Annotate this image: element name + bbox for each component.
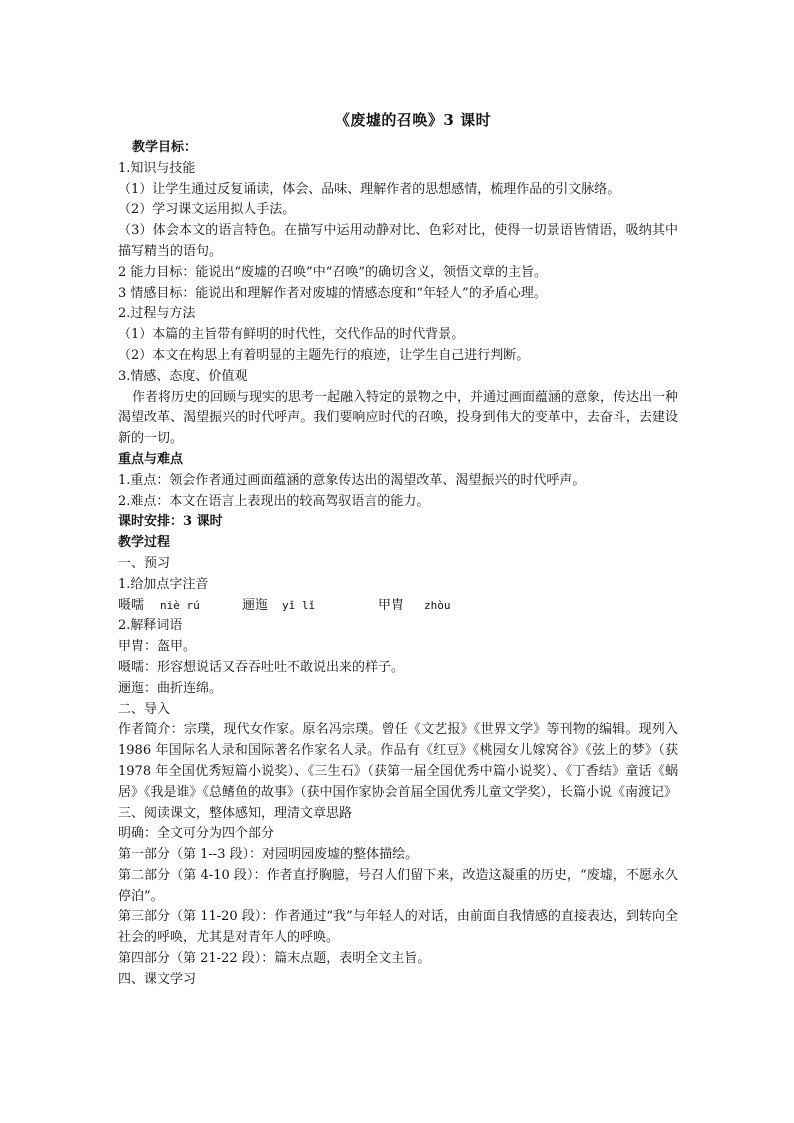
explain-item-1: 甲胄：盔甲。 <box>118 639 197 655</box>
pinyin-word-1: 嗫嚅 <box>118 597 145 613</box>
pinyin-word-2: 逦迤 <box>242 597 269 613</box>
pinyin-heading: 1.给加点字注音 <box>118 576 209 592</box>
explain-item-3: 逦迤：曲折连绵。 <box>118 680 223 696</box>
knowledge-item-1: （1）让学生通过反复诵读，体会、品味、理解作者的思想感情，梳理作品的引文脉络。 <box>118 181 621 197</box>
objectives-heading: 教学目标： <box>132 140 198 155</box>
part-4: 第四部分（第 21-22 段）：篇末点题，表明全文主旨。 <box>118 951 431 967</box>
clarify-line: 明确：全文可分为四个部分 <box>118 826 275 842</box>
knowledge-item-3: （3）体会本文的语言特色。在描写中运用动静对比、色彩对比，使得一切景语皆情语，吸纳其中描写精当的语句。 <box>118 223 678 259</box>
pinyin-reading-3: zhòu <box>424 598 451 612</box>
study-heading: 四、课文学习 <box>118 971 197 987</box>
preview-heading: 一、预习 <box>118 555 171 571</box>
reading-heading: 三、阅读课文，整体感知，理清文章思路 <box>118 805 353 821</box>
part-3: 第三部分（第 11-20 段）：作者通过“我”与年轻人的对话，由前面自我情感的直接表达，到转向全社会的呼唤，尤其是对青年人的呼唤。 <box>118 909 678 946</box>
values-heading: 3.情感、态度、价值观 <box>118 368 248 384</box>
key-point: 1.重点：领会作者通过画面蕴涵的意象传达出的渴望改革、渴望振兴的时代呼声。 <box>118 472 586 488</box>
ability-goal: 2 能力目标：能说出“废墟的召唤”中“召唤”的确切含义，领悟文章的主旨。 <box>118 264 547 280</box>
document-page <box>118 108 678 991</box>
difficulty-point: 2.难点：本文在语言上表现出的较高驾驭语言的能力。 <box>118 493 430 509</box>
knowledge-heading: 1.知识与技能 <box>118 160 196 176</box>
process-item-2: （2）本文在构思上有着明显的主题先行的痕迹，让学生自己进行判断。 <box>118 347 530 363</box>
part-1: 第一部分（第 1--3 段）：对园明园废墟的整体描绘。 <box>118 847 419 863</box>
knowledge-item-2: （2）学习课文运用拟人手法。 <box>118 202 296 218</box>
pinyin-row <box>118 596 678 617</box>
pinyin-reading-1: niè rú <box>160 598 200 612</box>
process-heading: 2.过程与方法 <box>118 306 196 322</box>
pinyin-reading-2: yǐ lǐ <box>282 598 316 612</box>
page-title: 《废墟的召唤》3 课时 <box>334 111 492 129</box>
part-2: 第二部分（第 4-10 段）：作者直抒胸臆，号召人们留下来，改造这凝重的历史，“废墟，不愿永久停泊”。 <box>118 867 678 904</box>
author-paragraph: 作者简介：宗璞，现代女作家。原名冯宗璞。曾任《文艺报》《世界文学》等刊物的编辑。现列入 1986 年国际名人录和国际著名作家名人录。作品有《红豆》《桃园女儿嫁窝谷》《弦上的梦》（获 1978 年全国优秀短篇小说奖）、《三生石》（获第一届全国优秀中篇小说奖）、《丁香结》童话《蜗居》《我是谁》《总鳍鱼的故事》（获中国作家协会首届全国优秀儿童文学奖），长篇小说《南渡记》 <box>118 722 678 800</box>
pinyin-word-3: 甲胄 <box>378 597 405 613</box>
intro-heading: 二、导入 <box>118 701 171 717</box>
schedule: 课时安排：3 课时 <box>118 514 223 530</box>
explain-item-2: 嗫嚅：形容想说话又吞吞吐吐不敢说出来的样子。 <box>118 659 405 675</box>
values-paragraph: 作者将历史的回顾与现实的思考一起融入特定的景物之中，并通过画面蕴涵的意象，传达出一种渴望改革、渴望振兴的时代呼声。我们要响应时代的召唤，投身到伟大的变革中，去奋斗，去建设新的一切。 <box>118 389 679 447</box>
explain-heading: 2.解释词语 <box>118 618 183 634</box>
emotion-goal: 3 情感目标：能说出和理解作者对废墟的情感态度和“年轻人”的矛盾心理。 <box>118 285 547 301</box>
teaching-process-heading: 教学过程 <box>118 535 171 551</box>
keypoints-heading: 重点与难点 <box>118 451 184 467</box>
process-item-1: （1）本篇的主旨带有鲜明的时代性，交代作品的时代背景。 <box>118 327 465 343</box>
